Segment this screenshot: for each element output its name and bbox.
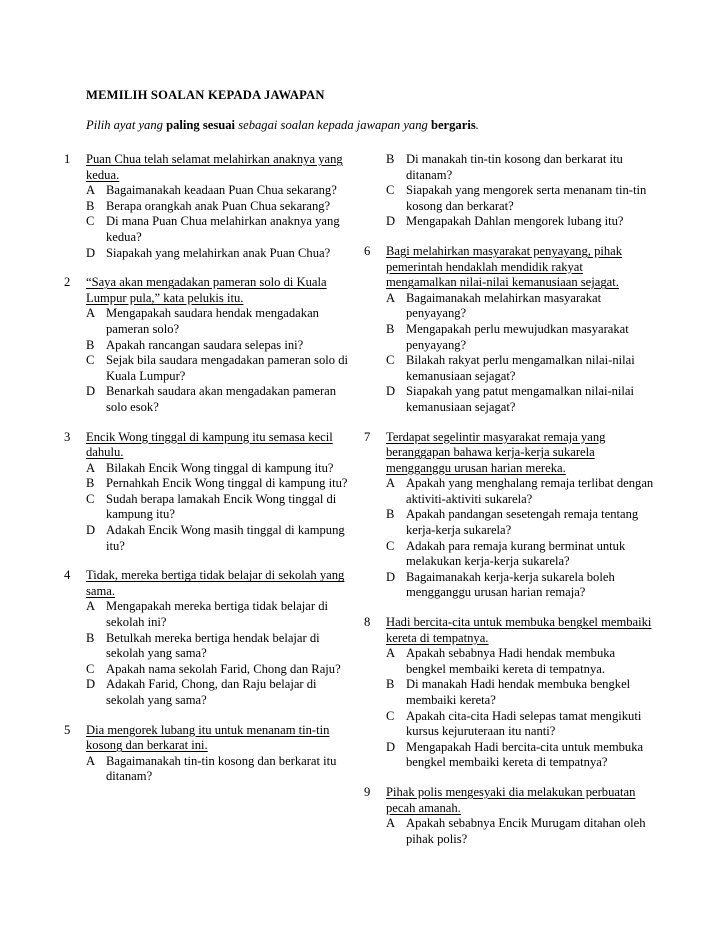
instruction-bold-1: paling sesuai	[166, 118, 236, 132]
right-column	[364, 152, 654, 861]
question-stem: Pihak polis mengesyaki dia melakukan perbuatan pecah amanah.	[386, 784, 636, 815]
answer-option	[386, 816, 654, 847]
option-text: Bagaimanakah keadaan Puan Chua sekarang?	[106, 183, 337, 198]
option-letter: D	[386, 739, 396, 754]
question	[364, 615, 654, 771]
option-letter: B	[386, 152, 395, 166]
option-text: Mengapakah saudara hendak mengadakan pameran solo?	[106, 306, 319, 336]
page-title: MEMILIH SOALAN KEPADA JAWAPAN	[86, 88, 325, 102]
option-text: Apakah sebabnya Hadi hendak membuka bengkel membaiki kereta di tempatnya.	[406, 646, 616, 676]
question	[64, 430, 354, 555]
question-number: 8	[364, 615, 371, 630]
instruction-text-1: Pilih ayat yang	[86, 118, 167, 132]
instruction-text-3: .	[475, 118, 479, 132]
answer-option	[386, 353, 654, 384]
option-text: Adakah Encik Wong masih tinggal di kampung itu?	[106, 523, 345, 553]
answer-option	[386, 476, 654, 507]
option-letter: B	[86, 198, 95, 213]
answer-option	[386, 214, 654, 230]
question-number: 2	[64, 275, 71, 290]
answer-option	[386, 709, 654, 740]
option-letter: C	[86, 491, 95, 506]
option-letter: B	[86, 337, 95, 352]
question-number: 7	[364, 429, 371, 444]
option-letter: A	[386, 646, 396, 661]
answer-option	[86, 476, 354, 492]
answer-option	[86, 353, 354, 384]
option-text: Mengapakah Dahlan mengorek lubang itu?	[406, 214, 624, 229]
answer-option	[86, 199, 354, 215]
option-letter: A	[386, 290, 396, 305]
option-text: Di manakah tin-tin kosong dan berkarat itu ditanam?	[406, 152, 623, 182]
option-text: Siapakah yang patut mengamalkan nilai-nilai kemanusiaan sejagat?	[406, 384, 635, 414]
option-text: Benarkah saudara akan mengadakan pameran solo esok?	[106, 384, 337, 414]
answer-option	[386, 291, 654, 322]
option-letter: D	[386, 384, 396, 399]
question	[364, 430, 654, 602]
answer-option	[86, 631, 354, 662]
option-letter: C	[86, 661, 95, 676]
question-stem: Encik Wong tinggal di kampung itu semasa kecil dahulu.	[86, 429, 333, 460]
option-text: Mengapakah mereka bertiga tidak belajar di sekolah ini?	[106, 599, 329, 630]
option-text: Adakah para remaja kurang berminat untuk melakukan kerja-kerja sukarela?	[406, 538, 626, 569]
question	[364, 244, 654, 416]
option-letter: A	[86, 183, 96, 198]
option-letter: B	[386, 321, 395, 336]
option-text: Berapa orangkah anak Puan Chua sekarang?	[106, 198, 331, 213]
answer-option	[86, 246, 354, 262]
answer-option	[386, 152, 654, 183]
option-text: Bilakah rakyat perlu mengamalkan nilai-nilai kemanusiaan sejagat?	[406, 353, 635, 383]
answer-option	[86, 183, 354, 199]
option-letter: D	[86, 384, 96, 399]
answer-option	[86, 662, 354, 678]
answer-option	[386, 740, 654, 771]
question-number: 3	[64, 429, 71, 444]
option-text: Siapakah yang mengorek serta menanam tin-tin kosong dan berkarat?	[406, 183, 647, 213]
option-letter: A	[386, 476, 396, 491]
option-letter: C	[86, 353, 95, 368]
instruction	[86, 118, 479, 134]
option-text: Di manakah Hadi hendak membuka bengkel membaiki kereta?	[406, 677, 631, 707]
option-letter: C	[86, 214, 95, 229]
option-letter: B	[86, 476, 95, 491]
option-letter: D	[86, 677, 96, 692]
option-letter: D	[86, 523, 96, 538]
answer-option	[86, 461, 354, 477]
answer-option	[86, 306, 354, 337]
option-text: Betulkah mereka bertiga hendak belajar di sekolah yang sama?	[106, 630, 320, 661]
question-stem: Hadi bercita-cita untuk membuka bengkel membaiki kereta di tempatnya.	[386, 615, 652, 645]
answer-option	[386, 539, 654, 570]
answer-option	[86, 338, 354, 354]
option-text: Apakah sebabnya Encik Murugam ditahan oleh pihak polis?	[406, 816, 646, 846]
option-text: Apakah nama sekolah Farid, Chong dan Raju?	[106, 661, 341, 676]
question-stem: Puan Chua telah selamat melahirkan anaknya yang kedua.	[86, 152, 343, 182]
option-text: Sudah berapa lamakah Encik Wong tinggal di kampung itu?	[106, 491, 337, 522]
option-letter: D	[386, 569, 396, 584]
option-letter: B	[386, 507, 395, 522]
option-letter: C	[386, 353, 395, 368]
question-number: 4	[64, 568, 71, 583]
option-letter: A	[86, 753, 96, 768]
question	[364, 785, 654, 847]
answer-option	[86, 523, 354, 554]
option-text: Bagaimanakah tin-tin kosong dan berkarat itu ditanam?	[106, 753, 337, 784]
answer-option	[386, 384, 654, 415]
left-column	[64, 152, 354, 799]
option-letter: C	[386, 538, 395, 553]
question-number: 5	[64, 722, 71, 737]
question	[64, 152, 354, 261]
question-stem: Tidak, mereka bertiga tidak belajar di sekolah yang sama.	[86, 568, 345, 598]
instruction-text-2: sebagai soalan kepada jawapan yang	[235, 118, 431, 132]
answer-option	[386, 507, 654, 538]
option-letter: A	[86, 306, 96, 321]
instruction-bold-2: bergaris	[430, 118, 476, 132]
question	[64, 275, 354, 415]
option-letter: D	[386, 214, 396, 229]
option-text: Pernahkah Encik Wong tinggal di kampung itu?	[106, 476, 348, 491]
option-text: Adakah Farid, Chong, dan Raju belajar di sekolah yang sama?	[106, 677, 317, 707]
answer-option	[86, 492, 354, 523]
answer-option	[86, 384, 354, 415]
option-text: Apakah cita-cita Hadi selepas tamat mengikuti kursus kejuruteraan itu nanti?	[406, 708, 642, 739]
option-text: Apakah pandangan sesetengah remaja tentang kerja-kerja sukarela?	[406, 507, 639, 538]
option-text: Siapakah yang melahirkan anak Puan Chua?	[106, 245, 331, 260]
question-number: 9	[364, 784, 371, 799]
option-text: Apakah yang menghalang remaja terlibat dengan aktiviti-aktiviti sukarela?	[406, 476, 654, 506]
question-stem: Bagi melahirkan masyarakat penyayang, pihak pemerintah hendaklah mendidik rakyat mengamalkan nilai-nilai kemanusiaan sejagat.	[386, 243, 623, 290]
option-letter: B	[386, 677, 395, 692]
answer-option	[86, 677, 354, 708]
answer-option	[86, 214, 354, 245]
answer-option	[386, 646, 654, 677]
question	[64, 568, 354, 708]
option-letter: D	[86, 245, 96, 260]
question-stem: Dia mengorek lubang itu untuk menanam tin-tin kosong dan berkarat ini.	[86, 722, 330, 753]
answer-option	[386, 183, 654, 214]
option-letter: C	[386, 183, 395, 198]
question-stem: “Saya akan mengadakan pameran solo di Kuala Lumpur pula,” kata pelukis itu.	[86, 275, 327, 305]
option-letter: A	[386, 816, 396, 831]
option-text: Apakah rancangan saudara selepas ini?	[106, 337, 304, 352]
question-continuation	[364, 152, 654, 230]
option-text: Bagaimanakah kerja-kerja sukarela boleh mengganggu urusan harian remaja?	[406, 569, 615, 600]
answer-option	[386, 677, 654, 708]
question-stem: Terdapat segelintir masyarakat remaja yang beranggapan bahawa kerja-kerja sukarela mengganggu urusan harian mereka.	[386, 429, 606, 475]
answer-option	[386, 570, 654, 601]
option-text: Mengapakah Hadi bercita-cita untuk membuka bengkel membaiki kereta di tempatnya?	[406, 739, 644, 770]
option-text: Mengapakah perlu mewujudkan masyarakat penyayang?	[406, 321, 629, 352]
option-text: Di mana Puan Chua melahirkan anaknya yang kedua?	[106, 214, 340, 244]
option-letter: A	[86, 460, 96, 475]
question-number: 6	[364, 243, 371, 258]
answer-option	[86, 754, 354, 785]
option-letter: A	[86, 599, 96, 614]
option-letter: B	[86, 630, 95, 645]
question-number: 1	[64, 152, 71, 166]
option-text: Bilakah Encik Wong tinggal di kampung itu?	[106, 460, 334, 475]
answer-option	[386, 322, 654, 353]
option-letter: C	[386, 708, 395, 723]
option-text: Bagaimanakah melahirkan masyarakat penyayang?	[406, 290, 602, 321]
question	[64, 723, 354, 785]
option-text: Sejak bila saudara mengadakan pameran solo di Kuala Lumpur?	[106, 353, 348, 383]
answer-option	[86, 599, 354, 630]
